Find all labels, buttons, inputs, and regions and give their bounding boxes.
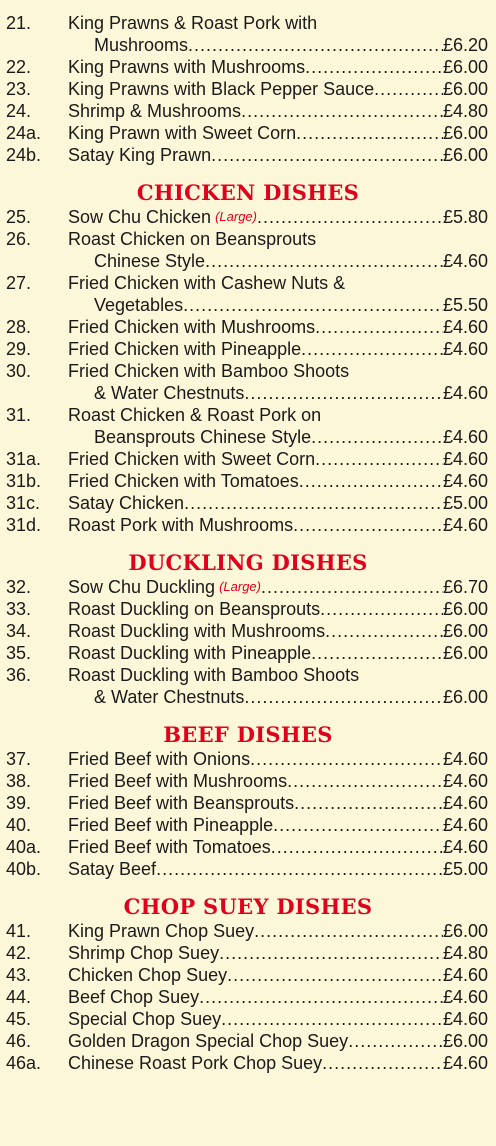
item-name: Satay King Prawn <box>68 145 212 165</box>
item-number: 29. <box>6 339 32 359</box>
section-title: BEEF DISHES <box>163 722 333 747</box>
dot-leader <box>221 1008 443 1030</box>
item-name: King Prawns with Mushrooms <box>68 57 306 77</box>
menu-item <box>0 78 496 100</box>
dot-leader <box>184 492 443 514</box>
item-name: Vegetables <box>94 295 184 315</box>
menu-item <box>0 228 496 272</box>
dot-leader <box>299 470 443 492</box>
menu-item <box>0 404 496 448</box>
item-number: 31c. <box>6 493 41 513</box>
item-name: Fried Beef with Tomatoes <box>68 837 271 857</box>
item-name: Chicken Chop Suey <box>68 965 228 985</box>
item-price: £6.00 <box>442 921 488 941</box>
dot-leader <box>211 144 443 166</box>
item-name-line1: Fried Chicken with Cashew Nuts & <box>68 273 346 293</box>
item-price: £6.00 <box>442 599 488 619</box>
menu-item <box>0 598 496 620</box>
dot-leader <box>322 1052 443 1074</box>
item-number: 45. <box>6 1009 32 1029</box>
item-price: £4.60 <box>442 793 488 813</box>
dot-leader <box>311 642 443 664</box>
item-price: £6.00 <box>442 1031 488 1051</box>
item-number: 44. <box>6 987 32 1007</box>
menu-item <box>0 12 496 56</box>
menu-item <box>0 986 496 1008</box>
dot-leader <box>254 920 443 942</box>
item-number: 40b. <box>6 859 42 879</box>
dot-leader <box>296 122 443 144</box>
dot-leader <box>219 942 443 964</box>
item-number: 40. <box>6 815 32 835</box>
item-name: Roast Duckling with Pineapple <box>68 643 312 663</box>
item-name: Fried Beef with Pineapple <box>68 815 274 835</box>
item-number: 40a. <box>6 837 42 857</box>
menu-item <box>0 1008 496 1030</box>
item-price: £6.00 <box>442 687 488 707</box>
item-name: Beef Chop Suey <box>68 987 200 1007</box>
item-price: £6.00 <box>442 79 488 99</box>
item-number: 36. <box>6 665 32 685</box>
item-price: £4.60 <box>442 515 488 535</box>
menu-item <box>0 664 496 708</box>
dot-leader <box>315 316 443 338</box>
item-price: £5.80 <box>442 207 488 227</box>
item-name: Shrimp & Mushrooms <box>68 101 242 121</box>
item-price: £6.00 <box>442 123 488 143</box>
item-number: 22. <box>6 57 32 77</box>
dot-leader <box>374 78 443 100</box>
menu-item <box>0 964 496 986</box>
item-name: Special Chop Suey <box>68 1009 222 1029</box>
menu-item <box>0 360 496 404</box>
dot-leader <box>257 206 443 228</box>
item-number: 31a. <box>6 449 42 469</box>
item-name: King Prawn with Sweet Corn <box>68 123 297 143</box>
dot-leader <box>271 836 443 858</box>
item-price: £5.50 <box>442 295 488 315</box>
item-name-line1: Roast Chicken & Roast Pork on <box>68 405 322 425</box>
item-name-line1: King Prawns & Roast Pork with <box>68 13 318 33</box>
item-name: Roast Duckling on Beansprouts <box>68 599 321 619</box>
menu-item <box>0 1030 496 1052</box>
item-name: Sow Chu Chicken <box>68 207 212 227</box>
item-number: 24b. <box>6 145 42 165</box>
menu-item <box>0 470 496 492</box>
item-price: £4.60 <box>442 251 488 271</box>
menu-item <box>0 770 496 792</box>
item-price: £4.60 <box>442 471 488 491</box>
dot-leader <box>325 620 443 642</box>
menu-item <box>0 858 496 880</box>
item-name: Golden Dragon Special Chop Suey <box>68 1031 349 1051</box>
item-name: & Water Chestnuts <box>94 383 245 403</box>
item-number: 31. <box>6 405 32 425</box>
dot-leader <box>156 858 443 880</box>
item-number: 30. <box>6 361 32 381</box>
item-name: Chinese Style <box>94 251 206 271</box>
menu-item <box>0 748 496 770</box>
item-name: & Water Chestnuts <box>94 687 245 707</box>
item-number: 24a. <box>6 123 42 143</box>
item-number: 34. <box>6 621 32 641</box>
item-number: 46a. <box>6 1053 42 1073</box>
item-number: 24. <box>6 101 32 121</box>
dot-leader <box>315 448 443 470</box>
item-name: Roast Duckling with Mushrooms <box>68 621 326 641</box>
item-number: 27. <box>6 273 32 293</box>
item-price: £6.00 <box>442 621 488 641</box>
dot-leader <box>244 382 443 404</box>
item-name-line1: Fried Chicken with Bamboo Shoots <box>68 361 350 381</box>
item-name-line1: Roast Chicken on Beansprouts <box>68 229 317 249</box>
item-price: £6.20 <box>442 35 488 55</box>
menu-item <box>0 206 496 228</box>
menu-item <box>0 272 496 316</box>
menu-item <box>0 920 496 942</box>
size-note: (Large) <box>219 579 261 594</box>
dot-leader <box>244 686 443 708</box>
item-name: Fried Beef with Onions <box>68 749 251 769</box>
item-name: King Prawns with Black Pepper Sauce <box>68 79 375 99</box>
item-price: £4.60 <box>442 449 488 469</box>
dot-leader <box>227 964 443 986</box>
item-price: £4.60 <box>442 383 488 403</box>
dot-leader <box>250 748 443 770</box>
dot-leader <box>261 576 443 598</box>
item-price: £4.60 <box>442 837 488 857</box>
menu-item <box>0 620 496 642</box>
menu-item <box>0 642 496 664</box>
menu-item <box>0 576 496 598</box>
item-number: 32. <box>6 577 32 597</box>
dot-leader <box>199 986 443 1008</box>
item-price: £4.60 <box>442 1053 488 1073</box>
item-name: Sow Chu Duckling <box>68 577 216 597</box>
item-price: £6.00 <box>442 57 488 77</box>
menu-item <box>0 56 496 78</box>
dot-leader <box>311 426 443 448</box>
item-number: 33. <box>6 599 32 619</box>
item-number: 23. <box>6 79 32 99</box>
item-name: Fried Beef with Mushrooms <box>68 771 288 791</box>
dot-leader <box>241 100 443 122</box>
section-title: CHICKEN DISHES <box>136 180 360 205</box>
menu-item <box>0 814 496 836</box>
item-name: Fried Beef with Beansprouts <box>68 793 295 813</box>
dot-leader <box>183 294 443 316</box>
item-name: Roast Pork with Mushrooms <box>68 515 294 535</box>
item-number: 31d. <box>6 515 42 535</box>
dot-leader <box>188 34 443 56</box>
menu-item <box>0 514 496 536</box>
item-price: £4.60 <box>442 771 488 791</box>
menu-item <box>0 792 496 814</box>
item-name: Satay Chicken <box>68 493 185 513</box>
item-name: Satay Beef <box>68 859 157 879</box>
item-price: £6.00 <box>442 643 488 663</box>
item-name: Chinese Roast Pork Chop Suey <box>68 1053 323 1073</box>
menu-item <box>0 836 496 858</box>
item-name: Fried Chicken with Tomatoes <box>68 471 299 491</box>
dot-leader <box>305 56 443 78</box>
item-number: 39. <box>6 793 32 813</box>
dot-leader <box>273 814 443 836</box>
item-name: Mushrooms <box>94 35 189 55</box>
section-title: DUCKLING DISHES <box>128 550 368 575</box>
item-price: £4.80 <box>442 101 488 121</box>
item-name: Fried Chicken with Sweet Corn <box>68 449 316 469</box>
dot-leader <box>320 598 443 620</box>
item-price: £4.80 <box>442 943 488 963</box>
item-number: 26. <box>6 229 32 249</box>
item-price: £6.00 <box>442 145 488 165</box>
dot-leader <box>348 1030 443 1052</box>
dot-leader <box>287 770 443 792</box>
menu-item <box>0 316 496 338</box>
item-price: £5.00 <box>442 493 488 513</box>
item-price: £4.60 <box>442 339 488 359</box>
menu-item <box>0 122 496 144</box>
item-price: £6.70 <box>442 577 488 597</box>
menu-item <box>0 492 496 514</box>
item-number: 31b. <box>6 471 42 491</box>
dot-leader <box>301 338 443 360</box>
dot-leader <box>205 250 443 272</box>
dot-leader <box>293 514 443 536</box>
item-price: £4.60 <box>442 1009 488 1029</box>
item-number: 42. <box>6 943 32 963</box>
item-number: 37. <box>6 749 32 769</box>
item-price: £4.60 <box>442 987 488 1007</box>
item-name: King Prawn Chop Suey <box>68 921 255 941</box>
menu-item <box>0 1052 496 1074</box>
menu-item <box>0 448 496 470</box>
item-number: 25. <box>6 207 32 227</box>
item-price: £4.60 <box>442 815 488 835</box>
item-name: Fried Chicken with Mushrooms <box>68 317 316 337</box>
menu-item <box>0 338 496 360</box>
item-price: £5.00 <box>442 859 488 879</box>
item-name: Beansprouts Chinese Style <box>94 427 312 447</box>
dot-leader <box>294 792 443 814</box>
menu-item <box>0 144 496 166</box>
item-name: Fried Chicken with Pineapple <box>68 339 302 359</box>
item-number: 21. <box>6 13 32 33</box>
item-number: 46. <box>6 1031 32 1051</box>
item-number: 38. <box>6 771 32 791</box>
menu-item <box>0 100 496 122</box>
item-number: 28. <box>6 317 32 337</box>
item-number: 35. <box>6 643 32 663</box>
item-price: £4.60 <box>442 427 488 447</box>
menu-item <box>0 942 496 964</box>
item-price: £4.60 <box>442 749 488 769</box>
item-price: £4.60 <box>442 317 488 337</box>
item-name: Shrimp Chop Suey <box>68 943 220 963</box>
item-number: 43. <box>6 965 32 985</box>
item-name-line1: Roast Duckling with Bamboo Shoots <box>68 665 360 685</box>
item-price: £4.60 <box>442 965 488 985</box>
item-number: 41. <box>6 921 32 941</box>
size-note: (Large) <box>215 209 257 224</box>
section-title: CHOP SUEY DISHES <box>123 894 373 919</box>
